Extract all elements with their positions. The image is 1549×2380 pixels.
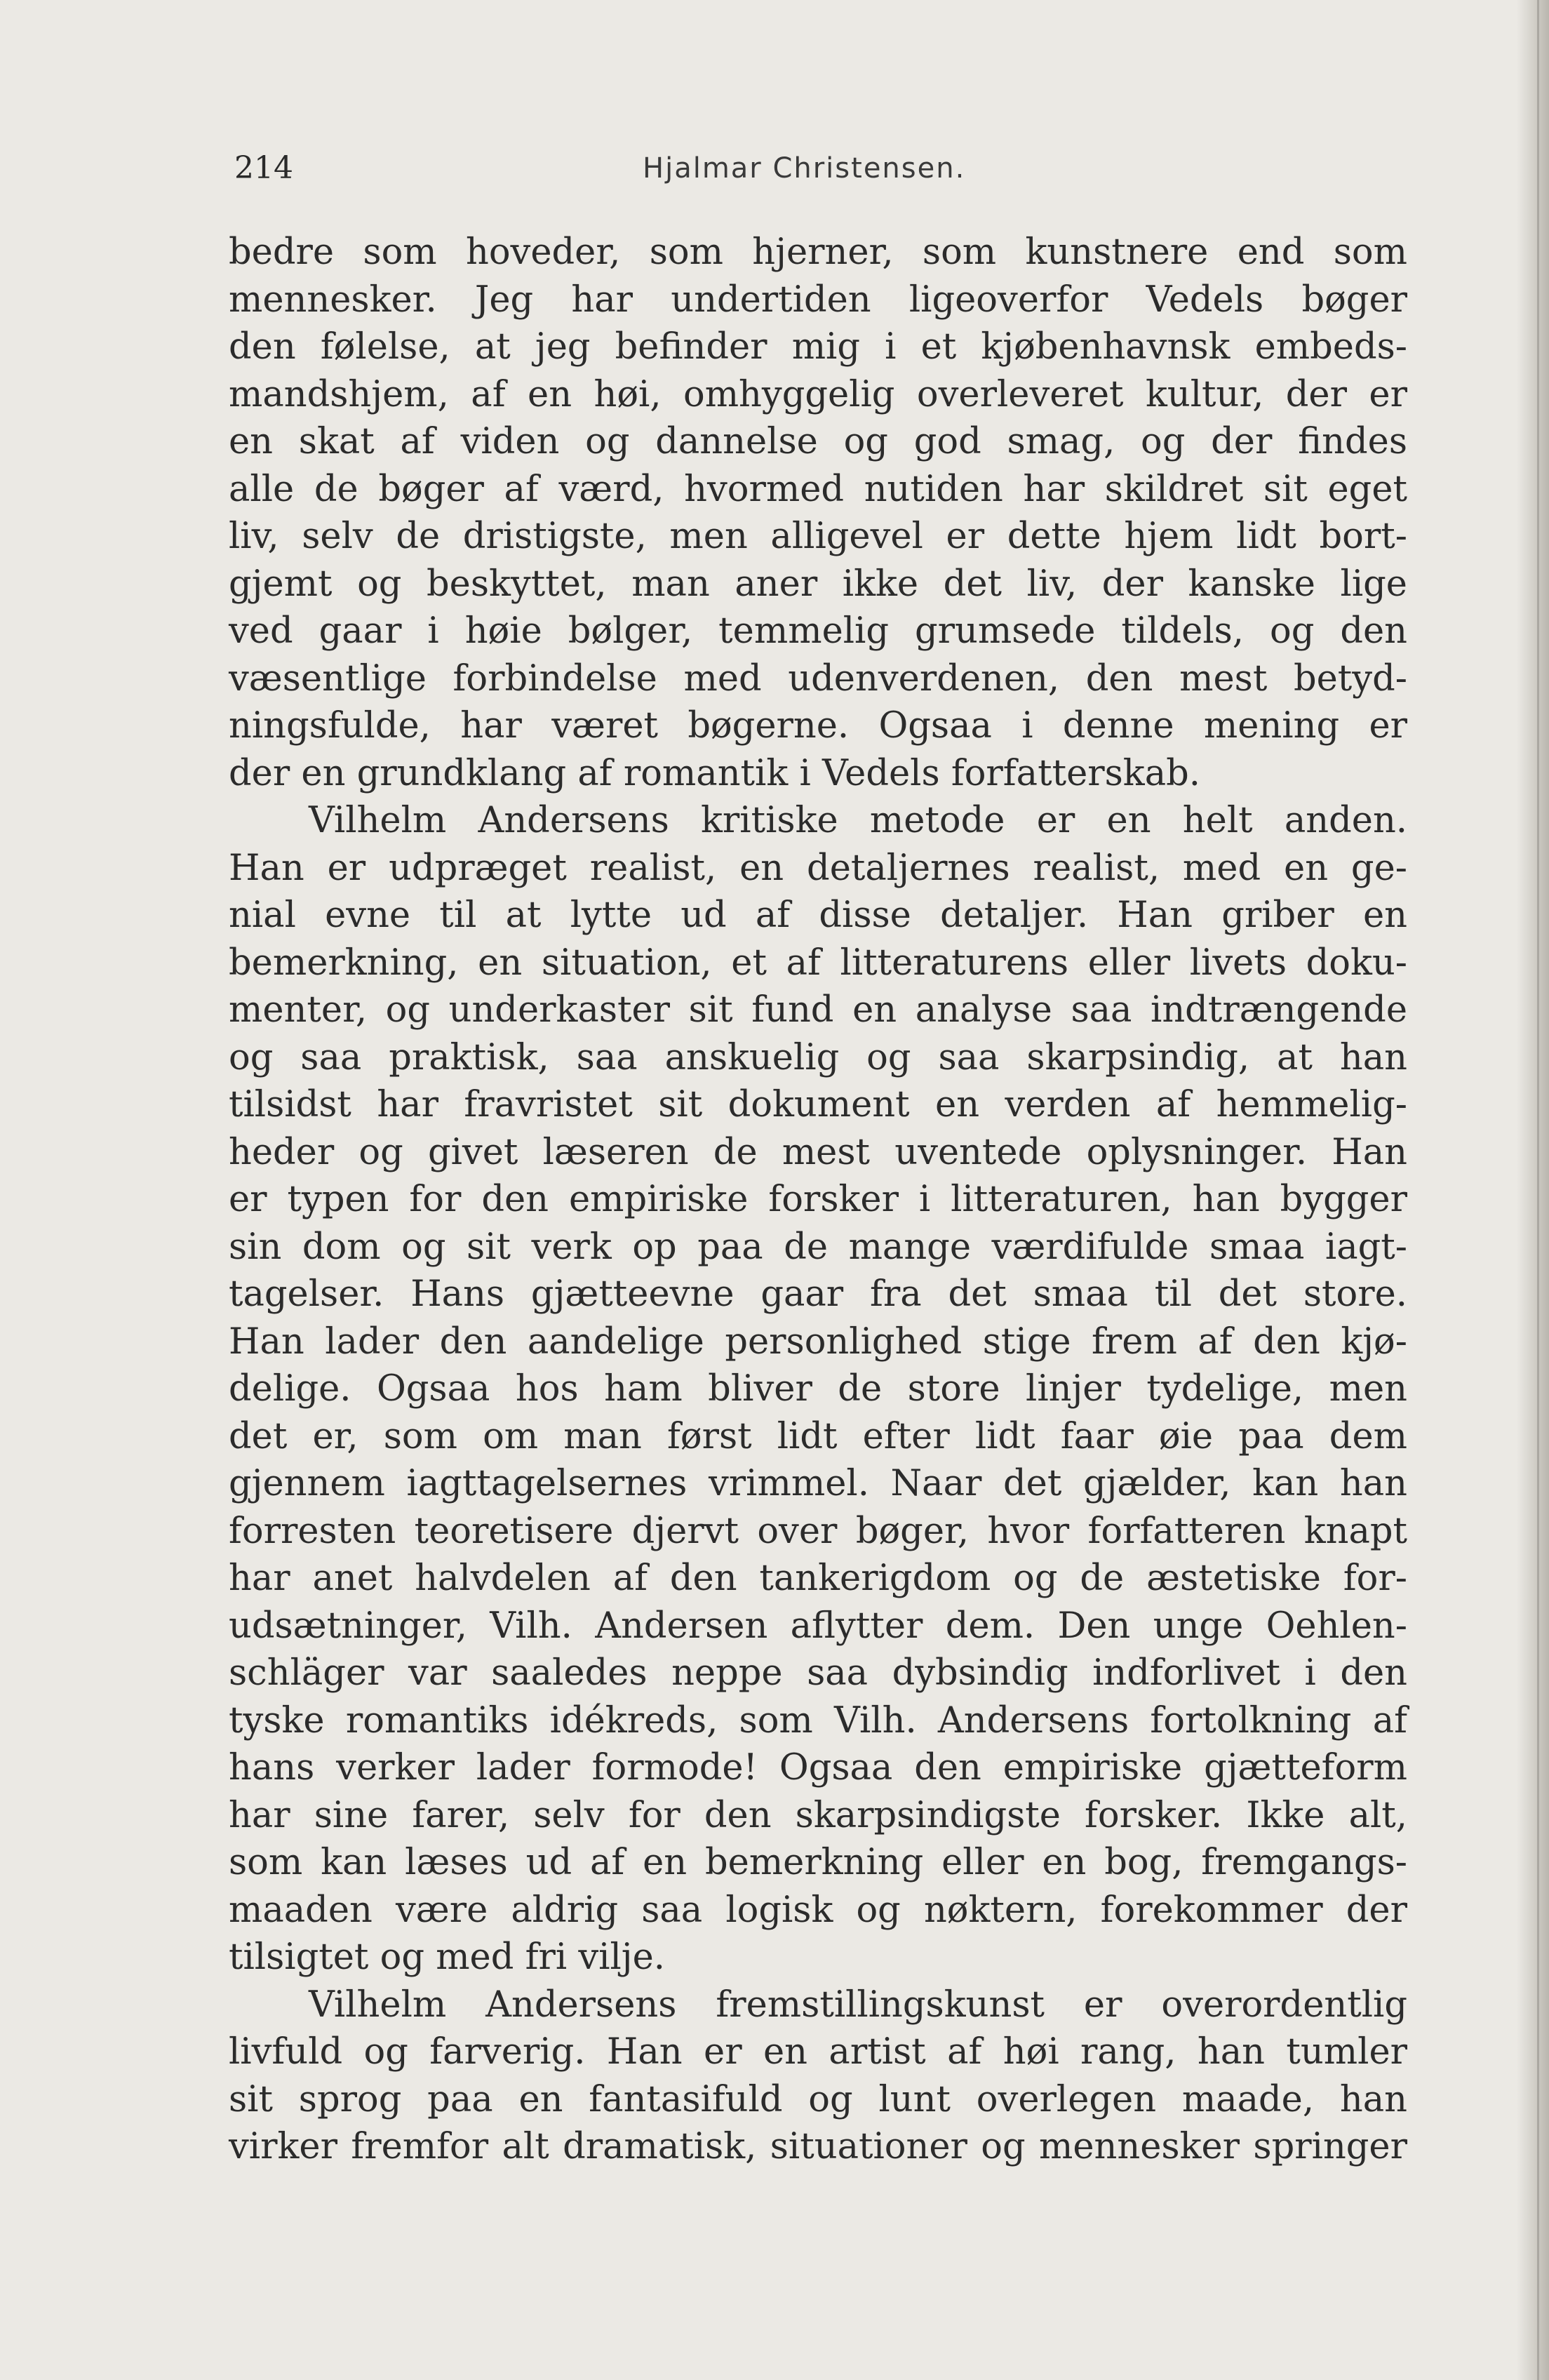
text-line: schläger var saaledes neppe saa dybsindig indforlivet i den [229, 1652, 1407, 1694]
text-line: en skat af viden og dannelse og god smag, og der findes [229, 421, 1407, 462]
text-line: livfuld og farverig. Han er en artist af høi rang, han tumler [229, 2031, 1407, 2073]
text-line: alle de bøger af værd, hvormed nutiden har skildret sit eget [229, 468, 1407, 510]
text-line: Vilhelm Andersens kritiske metode er en helt anden. [309, 800, 1407, 841]
page-number: 214 [234, 150, 293, 186]
text-line: er typen for den empiriske forsker i litteraturen, han bygger [229, 1179, 1407, 1220]
text-line: heder og givet læseren de mest uventede oplysninger. Han [229, 1131, 1407, 1173]
text-line: tagelser. Hans gjætteevne gaar fra det smaa til det store. [229, 1273, 1407, 1315]
body-text [229, 229, 1407, 2171]
text-line: gjennem iagttagelsernes vrimmel. Naar det gjælder, kan han [229, 1463, 1407, 1504]
text-line: bedre som hoveder, som hjerner, som kunstnere end som [229, 232, 1407, 273]
text-line: som kan læses ud af en bemerkning eller en bog, fremgangs- [229, 1842, 1407, 1883]
page-header [234, 147, 1399, 189]
text-line: bemerkning, en situation, et af litteraturens eller livets doku- [229, 942, 1407, 984]
text-line: mandshjem, af en høi, omhyggelig overleveret kultur, der er [229, 373, 1407, 415]
text-line: ved gaar i høie bølger, temmelig grumsede tildels, og den [229, 610, 1407, 652]
text-line: den følelse, at jeg befinder mig i et kjøbenhavnsk embeds- [229, 326, 1407, 368]
text-line: sin dom og sit verk op paa de mange værdifulde smaa iagt- [229, 1226, 1407, 1268]
text-line: tyske romantiks idékreds, som Vilh. Andersens fortolkning af [229, 1699, 1407, 1741]
text-line: gjemt og beskyttet, man aner ikke det liv, der kanske lige [229, 563, 1407, 605]
text-line: forresten teoretisere djervt over bøger, hvor forfatteren knapt [229, 1510, 1407, 1552]
text-line: maaden være aldrig saa logisk og nøktern, forekommer der [229, 1889, 1407, 1931]
text-line: nial evne til at lytte ud af disse detaljer. Han griber en [229, 895, 1407, 936]
text-line: liv, selv de dristigste, men alligevel er dette hjem lidt bort- [229, 516, 1407, 557]
text-line: og saa praktisk, saa anskuelig og saa skarpsindig, at han [229, 1036, 1407, 1078]
text-line: menter, og underkaster sit fund en analyse saa indtrængende [229, 989, 1407, 1031]
text-line: der en grundklang af romantik i Vedels forfatterskab. [229, 752, 1200, 794]
text-line: Han lader den aandelige personlighed stige frem af den kjø- [229, 1321, 1407, 1363]
text-line: tilsidst har fravristet sit dokument en verden af hemmelig- [229, 1084, 1407, 1125]
text-line: virker fremfor alt dramatisk, situationer og mennesker springer [229, 2126, 1407, 2167]
page-edge-shadow [1517, 0, 1549, 2380]
text-line: har sine farer, selv for den skarpsindigste forsker. Ikke alt, [229, 1794, 1407, 1836]
running-head: Hjalmar Christensen. [643, 152, 966, 185]
page-edge-line [1537, 0, 1539, 2380]
text-line: delige. Ogsaa hos ham bliver de store linjer tydelige, men [229, 1368, 1407, 1410]
text-line: Vilhelm Andersens fremstillingskunst er overordentlig [309, 1984, 1407, 2026]
text-line: ningsfulde, har været bøgerne. Ogsaa i denne mening er [229, 705, 1407, 747]
text-line: hans verker lader formode! Ogsaa den empiriske gjætteform [229, 1747, 1407, 1789]
text-line: Han er udpræget realist, en detaljernes realist, med en ge- [229, 847, 1407, 889]
text-line: udsætninger, Vilh. Andersen aflytter dem. Den unge Oehlen- [229, 1605, 1407, 1647]
text-line: tilsigtet og med fri vilje. [229, 1937, 666, 1978]
text-line: mennesker. Jeg har undertiden ligeoverfor Vedels bøger [229, 279, 1407, 321]
text-line: væsentlige forbindelse med udenverdenen, den mest betyd- [229, 657, 1407, 700]
text-line: det er, som om man først lidt efter lidt faar øie paa dem [229, 1415, 1407, 1457]
text-line: har anet halvdelen af den tankerigdom og de æstetiske for- [229, 1558, 1407, 1599]
text-line: sit sprog paa en fantasifuld og lunt overlegen maade, han [229, 2078, 1407, 2120]
